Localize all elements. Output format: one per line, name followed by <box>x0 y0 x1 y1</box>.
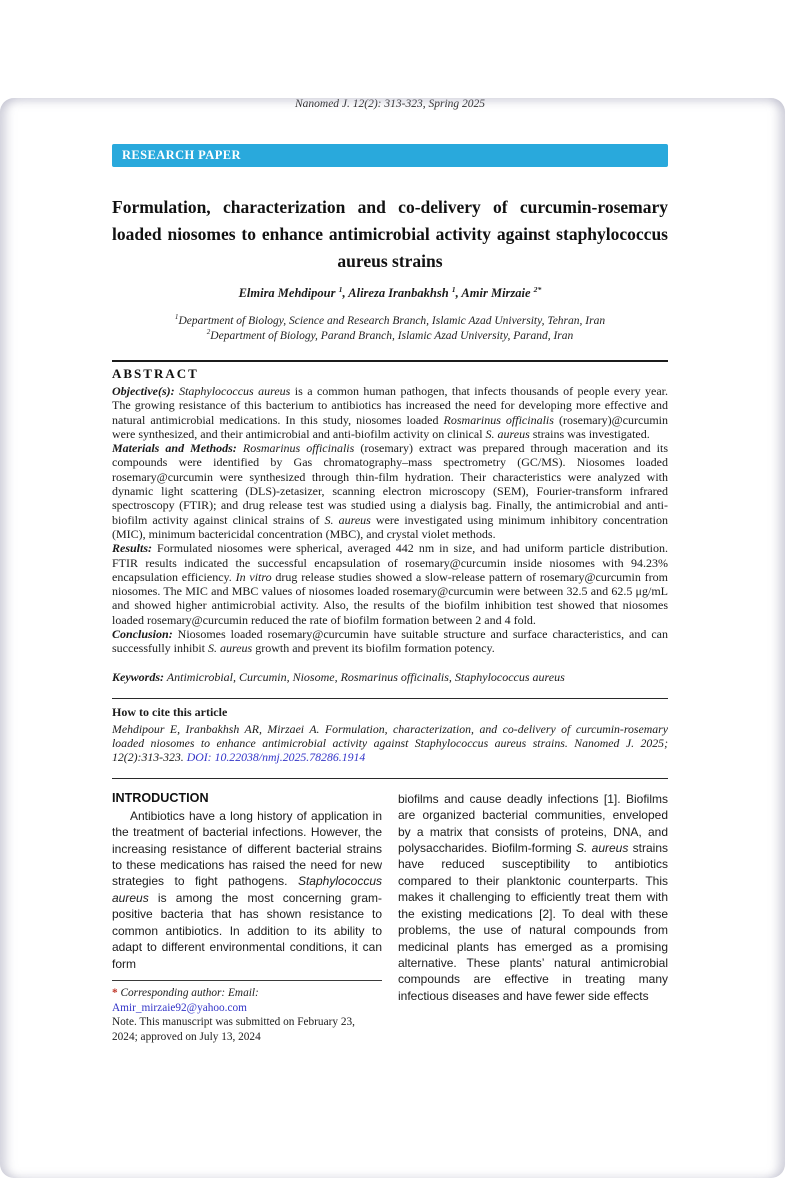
abstract-materials-text: Rosmarinus officinalis (rosemary) extract was prepared through maceration and its compounds were identified by Gas chromatography–mass spectrometry (GC/MS). Niosomes loaded rosemary@curcumin were synthesized through thin-film hydration. Their characteristics were analyzed with dynamic light scattering (DLS)-zetasizer, scanning electron microscopy (SEM), Fourier-transform infrared spectroscopy (FTIR); and drug release test was studied using a dialysis bag. Finally, the antimicrobial and anti-biofilm activity against clinical strains of S. aureus were investigated using minimum inhibitory concentration (MIC), minimum bactericidal concentration (MBC), and crystal violet methods. <box>112 441 669 541</box>
abstract-conclusion <box>112 627 668 656</box>
citation-top-divider <box>112 698 668 699</box>
keywords-label: Keywords: <box>112 669 164 684</box>
article-title: Formulation, characterization and co-delivery of curcumin-rosemary loaded niosomes to enhance antimicrobial activity against staphylococcus aureus strains <box>112 197 668 271</box>
citation-body: Mehdipour E, Iranbakhsh AR, Mirzaei A. Formulation, characterization, and co-delivery of curcumin-rosemary loaded niosomes to enhance antimicrobial activity against Staphylococcus aureus strains. Nanomed J. 2025; 12(2):313-323. <box>112 721 668 765</box>
abstract-results <box>112 541 668 627</box>
corresponding-author-line <box>112 986 382 1015</box>
affiliation-2: $^2$Department of Biology, Parand Branch, Islamic Azad University, Parand, Iran <box>206 328 574 342</box>
abstract-results-label: Results: <box>112 541 153 556</box>
abstract-objective-text: Staphylococcus aureus is a common human pathogen, that infects thousands of people every year. The growing resistance of this bacterium to antibiotics has increased the need for developing more effective and natural antimicrobial medications. In this study, niosomes loaded Rosmarinus officinalis (rosemary)@curcumin were synthesized, and their antimicrobial and anti-biofilm activity on clinical S. aureus strains was investigated. <box>112 384 668 441</box>
abstract-materials <box>112 441 668 541</box>
affiliation-1: $^1$Department of Biology, Science and Research Branch, Islamic Azad University, Tehran, Iran <box>174 313 606 327</box>
corresponding-author-label: Corresponding author: Email: <box>120 986 259 999</box>
right-column <box>398 791 668 1044</box>
footnote-asterisk: * <box>112 986 118 999</box>
doi-link[interactable]: DOI: 10.22038/nmj.2025.78286.1914 <box>186 750 366 765</box>
affiliations <box>112 314 668 344</box>
abstract-objective-label: Objective(s): <box>112 384 175 398</box>
abstract-top-divider <box>112 360 668 362</box>
journal-header: Nanomed J. 12(2): 313-323, Spring 2025 <box>294 98 486 110</box>
left-column <box>112 791 382 1044</box>
banner-label: RESEARCH PAPER <box>122 148 241 162</box>
abstract-materials-label: Materials and Methods: <box>112 441 237 456</box>
citation-bottom-divider <box>112 778 668 779</box>
authors-line: Elmira Mehdipour $^1$, Alireza Iranbakhsh $^1$, Amir Mirzaie $^{2*}$ <box>238 284 542 300</box>
abstract-objective <box>112 384 668 441</box>
abstract-results-text: Formulated niosomes were spherical, averaged 442 nm in size, and had uniform particle distribution. FTIR results indicated the successful encapsulation of rosemary@curcumin inside niosomes with 94.23% encapsulation efficiency. In vitro drug release studies showed a slow-release pattern of rosemary@curcumin from niosomes. The MIC and MBC values of niosomes loaded rosemary@curcumin were between 32.5 and 62.5 μg/mL and showed higher antimicrobial activity. Also, the results of the biofilm inhibition test showed that niosomes loaded rosemary@curcumin reduced the rate of biofilm formation between 2 and 4 fold. <box>112 541 668 627</box>
submission-note: Note. This manuscript was submitted on February 23, 2024; approved on July 13, 2024 <box>112 1016 355 1043</box>
two-column-body <box>112 791 668 1044</box>
email-link[interactable]: Amir_mirzaie92@yahoo.com <box>112 1001 247 1014</box>
document-page <box>0 98 785 1044</box>
introduction-right-paragraph: biofilms and cause deadly infections [1]. Biofilms are organized bacterial communities, enveloped by a matrix that consists of proteins, DNA, and polysaccharides. Biofilm-forming S. aureus strains have reduced susceptibility to antibiotics compared to their planktonic counterparts. This makes it challenging to efficiently treat them with the existing medications [2]. To deal with these problems, the use of natural compounds from medicinal plants has emerged as a promising alternative. These plants’ natural antimicrobial compounds are effective in treating many infectious diseases and have fewer side effects <box>398 791 668 1003</box>
introduction-heading: INTRODUCTION <box>112 790 209 805</box>
keywords-text: Antimicrobial, Curcumin, Niosome, Rosmarinus officinalis, Staphylococcus aureus <box>166 669 565 684</box>
how-to-cite-heading: How to cite this article <box>112 704 228 719</box>
keywords-line <box>112 670 668 685</box>
abstract-conclusion-text: Niosomes loaded rosemary@curcumin have suitable structure and surface characteristics, and can successfully inhibit S. aureus growth and prevent its biofilm formation potency. <box>112 627 669 656</box>
citation-text <box>112 722 668 765</box>
abstract-conclusion-label: Conclusion: <box>112 627 173 642</box>
research-paper-banner <box>112 144 668 167</box>
footnote-divider <box>112 980 382 981</box>
abstract-heading: ABSTRACT <box>112 366 199 381</box>
introduction-left-paragraph: Antibiotics have a long history of application in the treatment of bacterial infections. However, the increasing resistance of different bacterial strains to these medications has raised the need for new strategies to fight pathogens. Staphylococcus aureus is among the most concerning gram-positive bacteria that has shown resistance to common antibiotics. In addition to its ability to adapt to different environmental conditions, it can form <box>112 808 382 971</box>
footnote-block <box>112 980 382 1044</box>
